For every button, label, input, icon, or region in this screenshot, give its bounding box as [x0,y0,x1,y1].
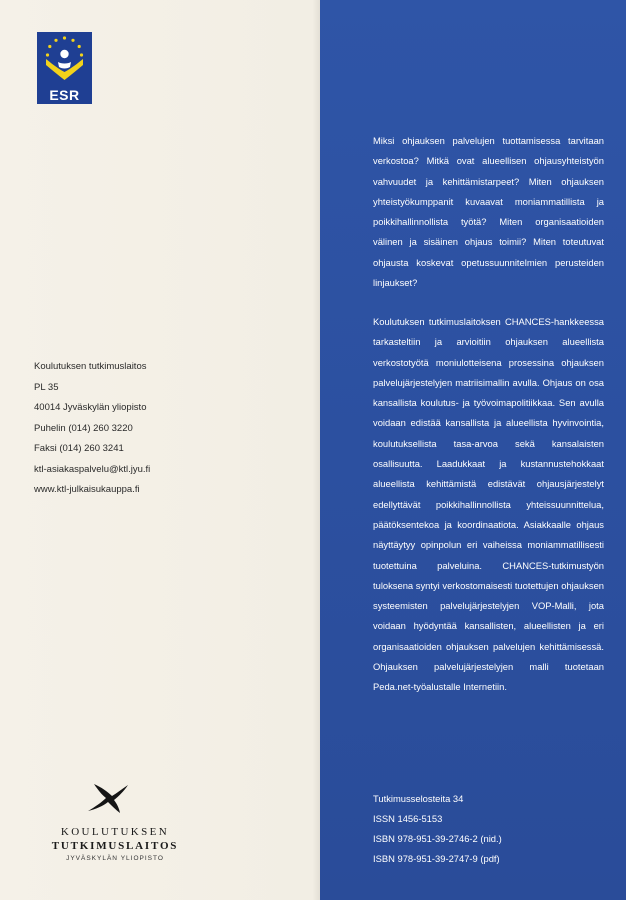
esr-logo [37,32,92,104]
issn-label: ISSN 1456-5153 [373,813,443,824]
bibliographic-info [373,789,502,869]
bird-mark-icon [86,780,130,814]
esr-logo-text: ESR [37,87,92,104]
blurb-questions: Miksi ohjauksen palvelujen tuottamisessa tarvitaan verkostoa? Mitkä ovat alueellisen ohjausyhteistyön vahvuudet ja kehittämistarpeet? Miten ohjauksen yhteistyökumppanit kuvaavat moniammatillista ja poikkihallinnollista työtä? Miten organisaatioiden välinen ja sisäinen ohjaus toimii? Miten toteutuvat ohjausta koskevat opetussuunnitelmien perusteiden linjaukset? [373,135,604,289]
publisher-address [34,357,150,501]
isbn-pdf-label: ISBN 978-951-39-2747-9 (pdf) [373,853,500,864]
address-line: 40014 Jyväskylän yliopisto [34,402,147,413]
eu-stars-figure-icon [37,32,92,87]
series-label: Tutkimusselosteita 34 [373,793,464,804]
address-line: Koulutuksen tutkimuslaitos [34,361,147,372]
ktl-logo-university: JYVÄSKYLÄN YLIOPISTO [66,855,164,862]
ktl-logo-line2: TUTKIMUSLAITOS [51,840,179,852]
isbn-print-label: ISBN 978-951-39-2746-2 (nid.) [373,833,502,844]
address-line: PL 35 [34,381,59,393]
ktl-logo-line1: KOULUTUKSEN [60,826,170,838]
address-website: www.ktl-julkaisukauppa.fi [34,484,140,495]
address-email: ktl-asiakaspalvelu@ktl.jyu.fi [34,463,151,475]
address-line: Puhelin (014) 260 3220 [34,422,133,434]
blurb-description: Koulutuksen tutkimuslaitoksen CHANCES-hankkeessa tarkasteltiin ja arvioitiin ohjauksen alueellista verkostotyötä moniulotteisena prosessina ohjauksen palvelujärjestelyjen matriisimallin avulla. Ohjaus on osa kansallista koulutus- ja työvoimapolitiikkaa. Sen avulla voidaan edistää kansallista ja alueellista hyvinvointia, koulutuksellista tasa-arvoa sekä kansalaisten osallisuutta. Laadukkaat ja kustannustehokkaat alueellista kehittämistä edistävät ohjausjärjestelyt edellyttävät poikkihallinnollista yhteissuunnittelua, päätöksentekoa ja koordinaatiota. Asiakkaalle ohjaus näyttäytyy opinpolun eri vaiheissa moniammatillisesti tuotettuina palveluina. CHANCES-tutkimustyön tuloksena syntyi verkostomaisesti tuotettujen ohjauksen systeemisten palvelujärjestelyjen VOP-Malli, jota voidaan hyödyntää kansallisten, alueellisten ja eri organisaatioiden ohjauksen palvelujen kehittämisessä. Ohjauksen palvelujärjestelyjen malli tuotetaan Peda.net-työalustalle Internetiin. [373,316,604,693]
address-line: Faksi (014) 260 3241 [34,443,124,454]
